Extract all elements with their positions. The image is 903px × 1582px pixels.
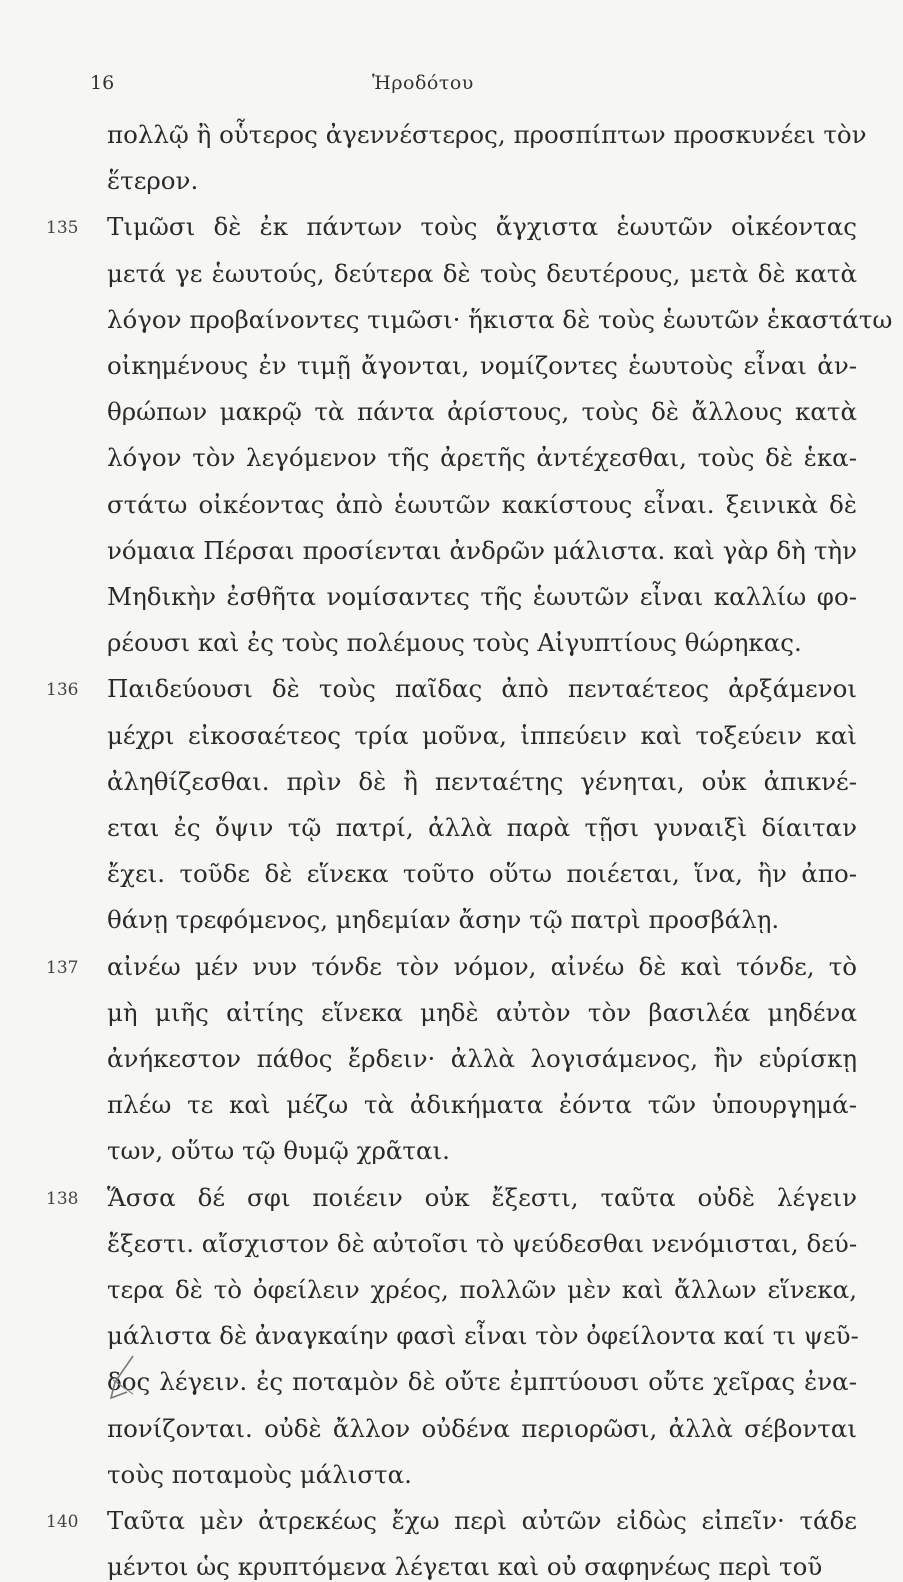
text-line: ἔχει. τοῦδε δὲ εἵνεκα τοῦτο οὕτω ποιέεται, ἵνα, ἢν ἀπο- bbox=[107, 859, 857, 889]
text-line: μέντοι ὡς κρυπτόμενα λέγεται καὶ οὐ σαφηνέως περὶ τοῦ bbox=[107, 1552, 823, 1582]
text-line: νόμαια Πέρσαι προσίενται ἀνδρῶν μάλιστα. καὶ γὰρ δὴ τὴν bbox=[107, 535, 857, 565]
text-line: των, οὕτω τῷ θυμῷ χρᾶται. bbox=[107, 1136, 450, 1166]
page-header bbox=[0, 72, 903, 102]
text-line: θάνῃ τρεφόμενος, μηδεμίαν ἄσην τῷ πατρὶ προσβάλῃ. bbox=[107, 905, 780, 935]
text-line: ἀνήκεστον πάθος ἔρδειν· ἀλλὰ λογισάμενος, ἢν εὑρίσκῃ bbox=[107, 1044, 857, 1073]
text-line: ἕτερον. bbox=[107, 166, 199, 196]
text-line: ἔξεστι. αἴσχιστον δὲ αὐτοῖσι τὸ ψεύδεσθαι νενόμισται, δεύ- bbox=[107, 1228, 858, 1258]
text-line: Τιμῶσι δὲ ἐκ πάντων τοὺς ἄγχιστα ἑωυτῶν οἰκέοντας bbox=[107, 212, 857, 242]
text-line: τοὺς ποταμοὺς μάλιστα. bbox=[107, 1459, 412, 1489]
chapter-number: 135 bbox=[46, 218, 79, 239]
text-line: οἰκημένους ἐν τιμῇ ἄγονται, νομίζοντες ἑωυτοὺς εἶναι ἀν- bbox=[107, 351, 857, 380]
pencil-annotation-mark bbox=[103, 1352, 143, 1402]
text-line: Ἅσσα δέ σφι ποιέειν οὐκ ἔξεστι, ταῦτα οὐδὲ λέγειν bbox=[107, 1182, 857, 1212]
chapter-number: 136 bbox=[46, 680, 79, 701]
text-line: αἰνέω μέν νυν τόνδε τὸν νόμον, αἰνέω δὲ καὶ τόνδε, τὸ bbox=[107, 951, 857, 981]
text-line: πονίζονται. οὐδὲ ἄλλον οὐδένα περιορῶσι, ἀλλὰ σέβονται bbox=[107, 1413, 857, 1443]
text-line: Μηδικὴν ἐσθῆτα νομίσαντες τῆς ἑωυτῶν εἶναι καλλίω φο- bbox=[107, 582, 857, 611]
text-line: εται ἐς ὄψιν τῷ πατρί, ἀλλὰ παρὰ τῇσι γυναιξὶ δίαιταν bbox=[107, 813, 857, 842]
text-line: ἀληθίζεσθαι. πρὶν δὲ ἢ πενταέτης γένηται, οὐκ ἀπικνέ- bbox=[107, 766, 857, 796]
text-line: μάλιστα δὲ ἀναγκαίην φασὶ εἶναι τὸν ὀφείλοντα καί τι ψεῦ- bbox=[107, 1321, 859, 1351]
text-line: μέχρι εἰκοσαέτεος τρία μοῦνα, ἱππεύειν καὶ τοξεύειν καὶ bbox=[107, 720, 857, 750]
text-line: τερα δὲ τὸ ὀφείλειν χρέος, πολλῶν μὲν καὶ ἄλλων εἵνεκα, bbox=[107, 1275, 857, 1304]
text-line: στάτω οἰκέοντας ἀπὸ ἑωυτῶν κακίστους εἶναι. ξεινικὰ δὲ bbox=[107, 489, 857, 519]
running-title: Ἡροδότου bbox=[372, 72, 474, 94]
chapter-number: 140 bbox=[46, 1512, 79, 1532]
text-line: μετά γε ἑωυτούς, δεύτερα δὲ τοὺς δευτέρους, μετὰ δὲ κατὰ bbox=[107, 258, 857, 288]
text-line: δος λέγειν. ἐς ποταμὸν δὲ οὔτε ἐμπτύουσι οὔτε χεῖρας ἐνα- bbox=[107, 1367, 857, 1397]
chapter-number: 138 bbox=[46, 1188, 79, 1209]
page-number: 16 bbox=[90, 72, 115, 94]
text-line: πλέω τε καὶ μέζω τὰ ἀδικήματα ἐόντα τῶν ὑπουργημά- bbox=[107, 1090, 857, 1120]
text-line: λόγον τὸν λεγόμενον τῆς ἀρετῆς ἀντέχεσθαι, τοὺς δὲ ἑκα- bbox=[107, 443, 857, 473]
text-line: πολλῷ ἢ οὗτερος ἀγεννέστερος, προσπίπτων προσκυνέει τὸν bbox=[107, 120, 867, 149]
text-line: μὴ μιῆς αἰτίης εἵνεκα μηδὲ αὐτὸν τὸν βασιλέα μηδένα bbox=[107, 997, 857, 1027]
text-line: Παιδεύουσι δὲ τοὺς παῖδας ἀπὸ πενταέτεος ἀρξάμενοι bbox=[107, 674, 857, 704]
text-line: Ταῦτα μὲν ἀτρεκέως ἔχω περὶ αὐτῶν εἰδὼς εἰπεῖν· τάδε bbox=[107, 1506, 857, 1535]
chapter-number: 137 bbox=[46, 957, 79, 978]
text-line: λόγον προβαίνοντες τιμῶσι· ἥκιστα δὲ τοὺς ἑωυτῶν ἑκαστάτω bbox=[107, 304, 893, 334]
text-line: ρέουσι καὶ ἐς τοὺς πολέμους τοὺς Αἰγυπτίους θώρηκας. bbox=[107, 628, 802, 658]
text-line: θρώπων μακρῷ τὰ πάντα ἀρίστους, τοὺς δὲ ἄλλους κατὰ bbox=[107, 397, 857, 427]
